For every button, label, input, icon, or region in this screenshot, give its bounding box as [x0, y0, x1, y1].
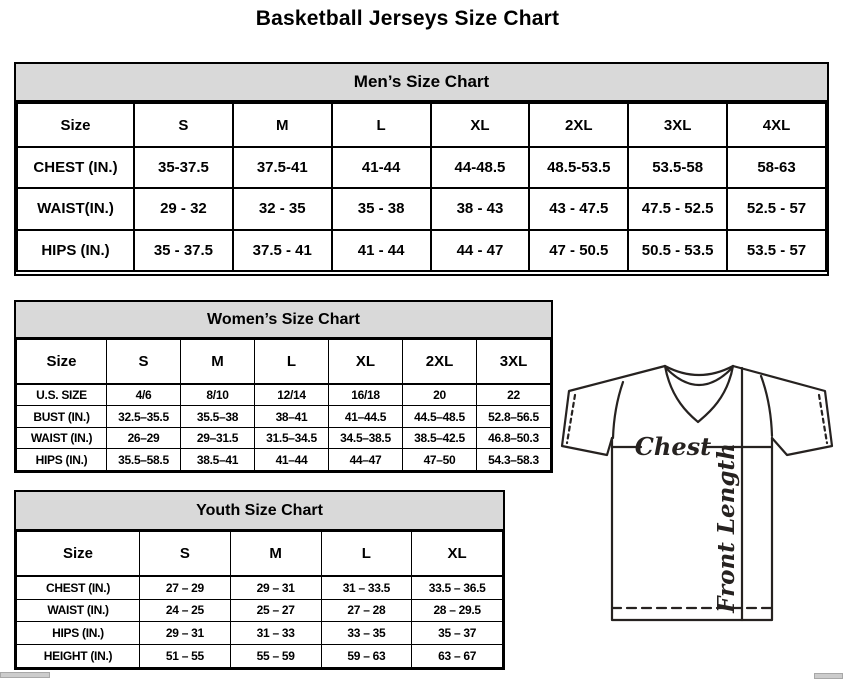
horizontal-scrollbar-fragment-right[interactable]: [814, 673, 843, 679]
value-cell: 38–41: [255, 406, 329, 428]
column-header-cell: S: [107, 340, 181, 384]
value-cell: 44 - 47: [431, 230, 530, 271]
column-header-cell: Size: [17, 340, 107, 384]
value-cell: 22: [477, 384, 551, 406]
value-cell: 34.5–38.5: [329, 427, 403, 449]
value-cell: 27 – 28: [321, 599, 412, 622]
value-cell: 52.8–56.5: [477, 406, 551, 428]
youth-size-chart-title: Youth Size Chart: [16, 492, 503, 531]
value-cell: 31.5–34.5: [255, 427, 329, 449]
column-header-cell: 2XL: [403, 340, 477, 384]
value-cell: 48.5-53.5: [529, 147, 628, 188]
value-cell: 35 - 37.5: [134, 230, 233, 271]
value-cell: 8/10: [181, 384, 255, 406]
value-cell: 33 – 35: [321, 622, 412, 645]
column-header-cell: M: [181, 340, 255, 384]
value-cell: 47.5 - 52.5: [628, 188, 727, 229]
table-row: [17, 188, 826, 229]
jersey-measurement-diagram: [557, 358, 839, 636]
column-header-cell: S: [134, 103, 233, 147]
value-cell: 41 - 44: [332, 230, 431, 271]
mens-size-table: [16, 102, 827, 272]
row-label-cell: HIPS (IN.): [17, 449, 107, 471]
jersey-left-armhole-seam: [613, 382, 623, 438]
value-cell: 37.5-41: [233, 147, 332, 188]
column-header-cell: L: [255, 340, 329, 384]
column-header-cell: Size: [17, 103, 134, 147]
table-row: [17, 230, 826, 271]
value-cell: 20: [403, 384, 477, 406]
value-cell: 33.5 – 36.5: [412, 576, 503, 600]
table-row: [17, 576, 503, 600]
jersey-right-sleeve-outline: [733, 366, 832, 455]
value-cell: 44–47: [329, 449, 403, 471]
value-cell: 28 – 29.5: [412, 599, 503, 622]
womens-size-chart-title: Women’s Size Chart: [16, 302, 551, 339]
column-header-row: [17, 532, 503, 576]
row-label-cell: WAIST (IN.): [17, 599, 140, 622]
value-cell: 38.5–41: [181, 449, 255, 471]
row-label-cell: WAIST (IN.): [17, 427, 107, 449]
column-header-cell: S: [140, 532, 231, 576]
youth-size-table: [16, 531, 503, 668]
value-cell: 35.5–58.5: [107, 449, 181, 471]
row-label-cell: HEIGHT (IN.): [17, 645, 140, 668]
value-cell: 50.5 - 53.5: [628, 230, 727, 271]
value-cell: 35.5–38: [181, 406, 255, 428]
value-cell: 29 - 32: [134, 188, 233, 229]
value-cell: 53.5-58: [628, 147, 727, 188]
column-header-row: [17, 103, 826, 147]
table-row: [17, 599, 503, 622]
value-cell: 27 – 29: [140, 576, 231, 600]
column-header-cell: L: [332, 103, 431, 147]
womens-size-table: [16, 339, 551, 471]
table-row: [17, 645, 503, 668]
value-cell: 51 – 55: [140, 645, 231, 668]
jersey-collar-back-curve: [665, 366, 733, 375]
column-header-cell: XL: [431, 103, 530, 147]
column-header-cell: Size: [17, 532, 140, 576]
value-cell: 43 - 47.5: [529, 188, 628, 229]
table-row: [17, 406, 551, 428]
value-cell: 16/18: [329, 384, 403, 406]
mens-size-chart-title: Men’s Size Chart: [16, 64, 827, 102]
row-label-cell: BUST (IN.): [17, 406, 107, 428]
value-cell: 35 - 38: [332, 188, 431, 229]
row-label-cell: U.S. SIZE: [17, 384, 107, 406]
column-header-cell: XL: [329, 340, 403, 384]
value-cell: 55 – 59: [230, 645, 321, 668]
jersey-right-armhole-seam: [761, 376, 772, 436]
column-header-cell: 3XL: [628, 103, 727, 147]
value-cell: 26–29: [107, 427, 181, 449]
value-cell: 54.3–58.3: [477, 449, 551, 471]
value-cell: 44.5–48.5: [403, 406, 477, 428]
column-header-cell: 4XL: [727, 103, 826, 147]
column-header-cell: 3XL: [477, 340, 551, 384]
value-cell: 47 - 50.5: [529, 230, 628, 271]
table-row: [17, 622, 503, 645]
jersey-body-outline: [612, 438, 772, 620]
row-label-cell: CHEST (IN.): [17, 147, 134, 188]
table-row: [17, 384, 551, 406]
value-cell: 32 - 35: [233, 188, 332, 229]
horizontal-scrollbar-fragment-left[interactable]: [0, 672, 50, 678]
table-row: [17, 147, 826, 188]
value-cell: 29 – 31: [140, 622, 231, 645]
value-cell: 41–44: [255, 449, 329, 471]
page-title: Basketball Jerseys Size Chart: [255, 7, 560, 30]
front-length-measure-label: Front Length: [713, 443, 740, 613]
table-row: [17, 427, 551, 449]
value-cell: 29–31.5: [181, 427, 255, 449]
value-cell: 31 – 33.5: [321, 576, 412, 600]
value-cell: 25 – 27: [230, 599, 321, 622]
value-cell: 31 – 33: [230, 622, 321, 645]
value-cell: 37.5 - 41: [233, 230, 332, 271]
value-cell: 59 – 63: [321, 645, 412, 668]
youth-size-chart: [14, 490, 505, 670]
row-label-cell: CHEST (IN.): [17, 576, 140, 600]
value-cell: 52.5 - 57: [727, 188, 826, 229]
value-cell: 41-44: [332, 147, 431, 188]
column-header-cell: 2XL: [529, 103, 628, 147]
value-cell: 24 – 25: [140, 599, 231, 622]
value-cell: 35-37.5: [134, 147, 233, 188]
value-cell: 41–44.5: [329, 406, 403, 428]
value-cell: 58-63: [727, 147, 826, 188]
value-cell: 38 - 43: [431, 188, 530, 229]
row-label-cell: HIPS (IN.): [17, 230, 134, 271]
column-header-cell: L: [321, 532, 412, 576]
chest-measure-label: Chest: [634, 432, 712, 461]
row-label-cell: HIPS (IN.): [17, 622, 140, 645]
value-cell: 29 – 31: [230, 576, 321, 600]
column-header-cell: XL: [412, 532, 503, 576]
value-cell: 32.5–35.5: [107, 406, 181, 428]
value-cell: 35 – 37: [412, 622, 503, 645]
value-cell: 4/6: [107, 384, 181, 406]
column-header-cell: M: [233, 103, 332, 147]
row-label-cell: WAIST(IN.): [17, 188, 134, 229]
womens-size-chart: [14, 300, 553, 473]
value-cell: 53.5 - 57: [727, 230, 826, 271]
value-cell: 63 – 67: [412, 645, 503, 668]
column-header-cell: M: [230, 532, 321, 576]
mens-size-chart: [14, 62, 829, 276]
value-cell: 46.8–50.3: [477, 427, 551, 449]
value-cell: 47–50: [403, 449, 477, 471]
value-cell: 12/14: [255, 384, 329, 406]
column-header-row: [17, 340, 551, 384]
value-cell: 44-48.5: [431, 147, 530, 188]
value-cell: 38.5–42.5: [403, 427, 477, 449]
table-row: [17, 449, 551, 471]
